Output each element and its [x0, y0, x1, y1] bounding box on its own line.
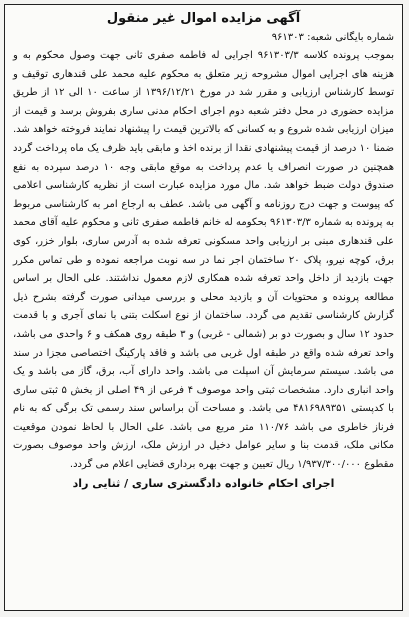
auction-notice: [4, 4, 403, 611]
notice-footer: اجرای احکام خانواده دادگستری ساری / ثنایی راد: [72, 476, 335, 490]
file-number: شماره بایگانی شعبه: ۹۶۱۳۰۳: [271, 32, 394, 43]
notice-title: آگهی مزایده اموال غیر منقول: [106, 11, 301, 26]
notice-body: بموجب پرونده کلاسه ۹۶۱۳۰۳/۳ اجرایی له فاطمه صفری ثانی جهت وصول محکوم به و هزینه های اجرایی اموال مشروحه زیر متعلق به محکوم علیه محمد علی قندهاری توقیف و توسط کارشناس ارزیابی و مقرر شد در مورخ ۱۳۹۶/۱۲/۲۱ از ساعت ۱۰ الی ۱۲ از طریق مزایده حضوری در محل دفتر شعبه دوم اجرای احکام مدنی ساری بفروش برسد و قیمت از میزان ارزیابی شده شروع و به کسانی که بالاترین قیمت را پیشنهاد نمایند فروخته خواهد شد. ضمنا ۱۰ درصد از قیمت پیشنهادی نقدا از برنده اخذ و مابقی باید ظرف یک ماه پرداخت گردد همچنین در صورت انصراف یا عدم پرداخت به موقع مابقی وجه ۱۰ درصد سپرده به نفع صندوق دولت ضبط خواهد شد. مال مورد مزایده عبارت است از نظریه کارشناسی اعلامی که پیوست و جهت درج روزنامه و آگهی می باشد. عطف به ارجاع امر به کارشناسی مربوط به پرونده به شماره ۹۶۱۳۰۳/۳ بحکومه له خانم فاطمه صفری ثانی و محکوم علیه آقای محمد علی قندهاری مبنی بر ارزیابی واحد مسکونی تعرفه شده به آدرس ساری، بلوار خزر، کوی برق، کوچه نیرو، پلاک ۲۰ ساختمان اجر نما در سه نوبت مراجعه نموده و طی تماس مکرر جهت بازدید از داخل واحد تعرفه شده همکاری لازم معمول نداشتند. علی الحال بر اساس مطالعه پرونده و محتویات آن و بازدید محلی و بررسی میدانی صورت گرفته بشرح ذیل گزارش کارشناسی تقدیم می گردد. ساختمان از نوع اسکلت بتنی با نمای آجری و با قدمت حدود ۱۲ سال و بصورت دو بر (شمالی - غربی) و ۳ طبقه روی همکف و ۶ واحدی می باشد، واحد تعرفه شده واقع در طبقه اول غربی می باشد و فاقد پارکینگ اختصاصی مجزا در سند می باشد. سیستم سرمایش آن اسپلت می باشد. واحد دارای آب، برق، گاز می باشد و یک واحد انباری دارد. مشخصات ثبتی واحد موصوف ۴ فرعی از ۴۹ اصلی از بخش ۵ ثبتی ساری با کدپستی ۴۸۱۶۹۸۹۳۵۱ می باشد. و مساحت آن براساس سند رسمی تک برگی که به نام فرناز خاطری می باشد ۱۱۰/۷۶ متر مربع می باشد. علی الحال با لحاظ نمودن موقعیت مکانی ملک، قدمت بنا و سایر عوامل دخیل در ارزش ملک، ارزش واحد موصوف بصورت مقطوع ۱/۹۳۷/۳۰۰/۰۰۰ ریال تعیین و جهت بهره برداری قضایی اعلام می گردد.: [13, 50, 395, 471]
